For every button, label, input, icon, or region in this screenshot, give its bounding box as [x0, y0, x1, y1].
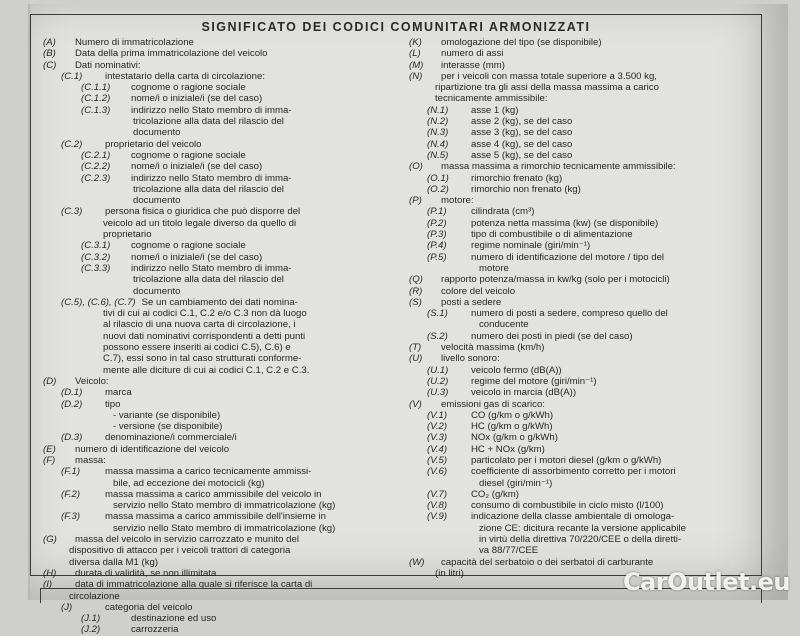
entry-text: - versione (se disponibile) [113, 421, 223, 433]
entry-code: (W) [409, 556, 425, 568]
entry-code: (F.2) [61, 488, 81, 500]
entry-text: intestatario della carta di circolazione: [105, 70, 265, 82]
entry-code: (F.3) [61, 511, 81, 523]
entry-text: HC (g/km o g/kWh) [471, 421, 553, 433]
entry-text: veicolo in marcia (dB(A)) [471, 387, 577, 399]
entry-text: interasse (mm) [441, 59, 505, 71]
entry-text: indirizzo nello Stato membro di imma- [131, 262, 292, 274]
entry-code: (N) [409, 70, 423, 82]
code-entry [43, 376, 403, 387]
code-entry [43, 173, 403, 184]
entry-text: mente alle diciture di cui ai codici C.1, C.2 e C.3. [103, 364, 310, 376]
code-entry [43, 127, 403, 138]
entry-text: asse 1 (kg) [471, 104, 519, 116]
code-entry [43, 568, 403, 579]
entry-code: (P.4) [427, 240, 447, 252]
code-entry [409, 387, 755, 398]
entry-text: regime nominale (giri/min⁻¹) [471, 240, 591, 252]
code-entry [43, 206, 403, 217]
code-entry [43, 60, 403, 71]
entry-code: (S) [409, 296, 422, 308]
code-entry [43, 105, 403, 116]
entry-code: (C.2.2) [81, 161, 111, 173]
entry-text: rapporto potenza/massa in kw/kg (solo per i motocicli) [441, 274, 670, 286]
entry-code: (H) [43, 567, 57, 579]
entry-text: CO₂ (g/km) [471, 488, 519, 500]
entry-text: veicolo fermo (dB(A)) [471, 364, 562, 376]
code-entry [43, 466, 403, 477]
entry-code: (E) [43, 443, 56, 455]
entry-text: tecnicamente ammissibile: [435, 93, 548, 105]
entry-code: (U.3) [427, 387, 449, 399]
code-entry [409, 545, 755, 556]
code-entry [43, 489, 403, 500]
entry-text: numero di posti a sedere, compreso quello del [471, 308, 668, 320]
code-entry [43, 421, 403, 432]
entry-text: per i veicoli con massa totale superiore a 3.500 kg, [441, 70, 657, 82]
code-entry [409, 432, 755, 443]
entry-text: - variante (se disponibile) [113, 409, 221, 421]
entry-text: tricolazione alla data del rilascio del [133, 183, 284, 195]
entry-code: (P.1) [427, 206, 447, 218]
entry-text: circolazione [69, 590, 120, 602]
entry-text: durata di validità, se non illimitata [75, 567, 217, 579]
left-column [43, 37, 403, 636]
code-entry [43, 297, 403, 308]
entry-text: Numero di immatricolazione [75, 37, 194, 48]
entry-text: tricolazione alla data del rilascio del [133, 116, 284, 128]
entry-code: (D.2) [61, 398, 83, 410]
code-entry [43, 432, 403, 443]
entry-code: (N.4) [427, 138, 449, 150]
entry-text: documento [133, 285, 181, 297]
code-entry [409, 229, 755, 240]
entry-code: (N.2) [427, 116, 449, 128]
entry-text: asse 5 (kg), se del caso [471, 149, 573, 161]
entry-text: veicolo ad un titolo legale diverso da quello di [103, 217, 297, 229]
code-entry [409, 511, 755, 522]
entry-text: asse 3 (kg), se del caso [471, 127, 573, 139]
code-entry [43, 353, 403, 364]
code-entry [409, 105, 755, 116]
entry-text: nome/i o iniziale/i (se del caso) [131, 93, 263, 105]
entry-text: tivi di cui ai codici C.1, C.2 e/o C.3 non dà luogo [103, 308, 307, 320]
entry-text: Data della prima immatricolazione del veicolo [75, 48, 268, 60]
entry-code: (F.1) [61, 466, 81, 478]
entry-code: (J.1) [81, 613, 101, 625]
entry-code: (O) [409, 161, 423, 173]
code-entry [409, 139, 755, 150]
code-entry [43, 308, 403, 319]
code-entry [43, 240, 403, 251]
code-entry [43, 624, 403, 635]
code-entry [409, 331, 755, 342]
entry-text: potenza netta massima (kw) (se disponibile) [471, 217, 659, 229]
entry-text: conducente [479, 319, 529, 331]
entry-code: (V.9) [427, 511, 448, 523]
entry-text: indicazione della classe ambientale di omologa- [471, 511, 675, 523]
code-entry [43, 252, 403, 263]
entry-text: tipo [105, 398, 121, 410]
entry-code: (V.6) [427, 466, 448, 478]
entry-code: (C.1.2) [81, 93, 111, 105]
code-entry [43, 478, 403, 489]
entry-code: (V.8) [427, 500, 448, 512]
entry-text: nuovi dati nominativi corrispondenti a detti punti [103, 330, 306, 342]
entry-text: Se un cambiamento dei dati nomina- [141, 296, 298, 308]
entry-code: (C.2.3) [81, 172, 111, 184]
code-entry [43, 387, 403, 398]
entry-text: diesel (giri/min⁻¹) [479, 477, 553, 489]
entry-text: C.7), essi sono in tal caso strutturati conforme- [103, 353, 302, 365]
code-entry [409, 184, 755, 195]
code-entry [43, 444, 403, 455]
code-entry [43, 139, 403, 150]
code-entry [409, 444, 755, 455]
code-entry [409, 353, 755, 364]
entry-text: asse 4 (kg), se del caso [471, 138, 573, 150]
entry-text: in virtù della direttiva 70/220/CEE o della diretti- [479, 534, 682, 546]
entry-code: (P.2) [427, 217, 447, 229]
entry-code: (C.2) [61, 138, 83, 150]
entry-code: (S.2) [427, 330, 448, 342]
code-entry [43, 150, 403, 161]
entry-text: tricolazione alla data del rilascio del [133, 274, 284, 286]
entry-code: (O.1) [427, 172, 449, 184]
entry-text: cognome o ragione sociale [131, 149, 246, 161]
code-entry [43, 613, 403, 624]
code-entry [43, 410, 403, 421]
entry-text: dispositivo di attacco per i veicoli trattori di categoria [69, 545, 291, 557]
entry-text: massa massima a carico tecnicamente ammissi- [105, 466, 312, 478]
code-entry [43, 184, 403, 195]
entry-code: (C.2.1) [81, 149, 111, 161]
code-entry [409, 240, 755, 251]
entry-text: cognome o ragione sociale [131, 82, 246, 94]
entry-text: indirizzo nello Stato membro di imma- [131, 172, 292, 184]
entry-text: documento [133, 127, 181, 139]
entry-text: data di immatricolazione alla quale si riferisce la carta di [75, 579, 313, 591]
code-entry [43, 48, 403, 59]
code-entry [43, 93, 403, 104]
code-entry [43, 218, 403, 229]
entry-code: (A) [43, 37, 56, 48]
entry-text: numero dei posti in piedi (se del caso) [471, 330, 633, 342]
code-entry [409, 173, 755, 184]
entry-code: (S.1) [427, 308, 448, 320]
code-entry [409, 376, 755, 387]
code-entry [43, 229, 403, 240]
entry-code: (V.1) [427, 409, 448, 421]
entry-code: (C.3.1) [81, 240, 111, 252]
document-sheet [28, 4, 788, 636]
entry-code: (U.1) [427, 364, 449, 376]
entry-text: categoria del veicolo [105, 601, 193, 613]
code-entry [409, 263, 755, 274]
code-entry [43, 500, 403, 511]
entry-text: massa massima a rimorchio tecnicamente ammissibile: [441, 161, 676, 173]
entry-code: (V.2) [427, 421, 448, 433]
code-entry [409, 489, 755, 500]
entry-text: persona fisica o giuridica che può disporre del [105, 206, 301, 218]
code-entry [409, 206, 755, 217]
code-entry [409, 365, 755, 376]
entry-code: (C.3) [61, 206, 83, 218]
entry-code: (C.1.3) [81, 104, 111, 116]
code-entry [43, 545, 403, 556]
entry-text: massa massima a carico ammissibile dell'insieme in [105, 511, 326, 523]
entry-code: (K) [409, 37, 422, 48]
entry-code: (P.5) [427, 251, 447, 263]
entry-code: (J) [61, 601, 73, 613]
code-entry [409, 252, 755, 263]
code-entry [43, 399, 403, 410]
entry-code: (D) [43, 375, 57, 387]
entry-text: motore: [441, 195, 474, 207]
entry-text: destinazione ed uso [131, 613, 217, 625]
code-entry [43, 71, 403, 82]
entry-text: rimorchio non frenato (kg) [471, 183, 581, 195]
entry-text: posti a sedere [441, 296, 502, 308]
entry-text: colore del veicolo [441, 285, 516, 297]
code-entry [409, 218, 755, 229]
entry-text: va 88/77/CEE [479, 545, 539, 557]
code-entry [43, 331, 403, 342]
entry-code: (M) [409, 59, 424, 71]
entry-text: massa: [75, 454, 106, 466]
code-entry [43, 534, 403, 545]
code-entry [43, 274, 403, 285]
entry-code: (C.1.1) [81, 82, 111, 94]
entry-text: consumo di combustibile in ciclo misto (l/100) [471, 500, 664, 512]
entry-text: denominazione/i commerciale/i [105, 432, 237, 444]
code-entry [43, 342, 403, 353]
code-entry [409, 286, 755, 297]
entry-code: (D.1) [61, 387, 83, 399]
entry-text: capacità del serbatoio o dei serbatoi di carburante [441, 556, 654, 568]
entry-text: marca [105, 387, 132, 399]
entry-text: rimorchio frenato (kg) [471, 172, 563, 184]
entry-code: (N.3) [427, 127, 449, 139]
code-entry [43, 557, 403, 568]
entry-text: velocità massima (km/h) [441, 342, 545, 354]
code-entry [43, 263, 403, 274]
entry-text: ripartizione tra gli assi della massa massima a carico [435, 82, 659, 94]
entry-text: documento [133, 195, 181, 207]
entry-text: HC + NOx (g/km) [471, 443, 545, 455]
code-entry [43, 161, 403, 172]
code-entry [409, 534, 755, 545]
code-entry [43, 195, 403, 206]
entry-text: emissioni gas di scarico: [441, 398, 545, 410]
entry-text: diversa dalla M1 (kg) [69, 556, 159, 568]
code-entry [43, 286, 403, 297]
entry-text: nome/i o iniziale/i (se del caso) [131, 161, 263, 173]
code-entry [409, 342, 755, 353]
entry-code: (T) [409, 342, 422, 354]
code-entry [409, 127, 755, 138]
entry-text: particolato per i motori diesel (g/km o g/kWh) [471, 454, 662, 466]
code-entry [409, 523, 755, 534]
code-entry [409, 150, 755, 161]
code-entry [409, 399, 755, 410]
code-entry [43, 511, 403, 522]
entry-code: (N.5) [427, 149, 449, 161]
code-entry [409, 60, 755, 71]
entry-text: coefficiente di assorbimento corretto per i motori [471, 466, 676, 478]
code-entry [43, 319, 403, 330]
entry-text: Veicolo: [75, 375, 109, 387]
entry-text: massa del veicolo in servizio carrozzato e munito del [75, 534, 299, 546]
entry-code: (V.4) [427, 443, 448, 455]
entry-text: proprietario del veicolo [105, 138, 202, 150]
entry-code: (B) [43, 48, 56, 60]
entry-text: numero di assi [441, 48, 504, 60]
entry-code: (C.5), (C.6), (C.7) [61, 296, 136, 308]
code-entry [43, 523, 403, 534]
entry-text: zione CE: dicitura recante la versione applicabile [479, 522, 686, 534]
entry-text: numero di identificazione del veicolo [75, 443, 230, 455]
entry-text: tipo di combustibile o di alimentazione [471, 229, 633, 241]
code-entry [409, 93, 755, 104]
entry-text: servizio nello Stato membro di immatricolazione (kg) [113, 500, 336, 512]
entry-code: (D.3) [61, 432, 83, 444]
code-entry [43, 455, 403, 466]
code-entry [409, 37, 755, 48]
entry-code: (P) [409, 195, 422, 207]
entry-text: NOx (g/km o g/kWh) [471, 432, 558, 444]
entry-code: (N.1) [427, 104, 449, 116]
entry-code: (C.3.3) [81, 262, 111, 274]
entry-text: cognome o ragione sociale [131, 240, 246, 252]
entry-text: (in litri) [435, 567, 464, 579]
entry-code: (C.3.2) [81, 251, 111, 263]
entry-code: (L) [409, 48, 421, 60]
entry-text: possono essere inseriti ai codici C.5), C.6) e [103, 342, 291, 354]
code-entry [409, 116, 755, 127]
code-entry [409, 500, 755, 511]
code-entry [409, 557, 755, 568]
code-entry [409, 478, 755, 489]
entry-code: (G) [43, 534, 57, 546]
watermark-logo: CarOutlet.eu [622, 568, 790, 596]
entry-text: al rilascio di una nuova carta di circolazione, i [103, 319, 296, 331]
code-entry [43, 602, 403, 613]
code-entry [43, 116, 403, 127]
entry-code: (U.2) [427, 375, 449, 387]
entry-text: numero di identificazione del motore / tipo del [471, 251, 665, 263]
right-column [409, 37, 755, 579]
entry-code: (V) [409, 398, 422, 410]
code-entry [409, 297, 755, 308]
entry-code: (Q) [409, 274, 423, 286]
entry-text: livello sonoro: [441, 353, 500, 365]
code-entry [409, 48, 755, 59]
entry-code: (I) [43, 579, 53, 591]
entry-text: CO (g/km o g/kWh) [471, 409, 554, 421]
entry-text: carrozzeria [131, 624, 179, 636]
entry-text: cilindrata (cm³) [471, 206, 535, 218]
entry-code: (F) [43, 454, 56, 466]
entry-code: (C) [43, 59, 57, 71]
page-title: SIGNIFICATO DEI CODICI COMUNITARI ARMONIZZATI [201, 20, 591, 34]
code-entry [409, 319, 755, 330]
entry-code: (C.1) [61, 70, 83, 82]
entry-code: (V.7) [427, 488, 448, 500]
entry-text: Dati nominativi: [75, 59, 141, 71]
entry-text: massa massima a carico ammissibile del veicolo in [105, 488, 322, 500]
code-entry [43, 365, 403, 376]
entry-text: asse 2 (kg), se del caso [471, 116, 573, 128]
code-entry [409, 71, 755, 82]
entry-code: (V.3) [427, 432, 448, 444]
entry-text: omologazione del tipo (se disponibile) [441, 37, 602, 48]
entry-text: bile, ad eccezione dei motocicli (kg) [113, 477, 265, 489]
code-entry [409, 421, 755, 432]
entry-code: (P.3) [427, 229, 447, 241]
code-entry [409, 410, 755, 421]
code-entry [409, 466, 755, 477]
code-entry [43, 37, 403, 48]
entry-text: indirizzo nello Stato membro di imma- [131, 104, 292, 116]
entry-code: (U) [409, 353, 423, 365]
entry-code: (V.5) [427, 454, 448, 466]
code-entry [43, 82, 403, 93]
code-entry [409, 82, 755, 93]
entry-text: nome/i o iniziale/i (se del caso) [131, 251, 263, 263]
code-entry [409, 455, 755, 466]
code-entry [409, 195, 755, 206]
code-entry [409, 161, 755, 172]
code-entry [409, 274, 755, 285]
entry-code: (J.2) [81, 624, 101, 636]
entry-text: proprietario [103, 229, 152, 241]
entry-code: (O.2) [427, 183, 449, 195]
code-entry [409, 308, 755, 319]
entry-code: (R) [409, 285, 423, 297]
entry-text: servizio nello Stato membro di immatricolazione (kg) [113, 522, 336, 534]
entry-text: motore [479, 262, 509, 274]
entry-text: regime del motore (giri/min⁻¹) [471, 375, 597, 387]
